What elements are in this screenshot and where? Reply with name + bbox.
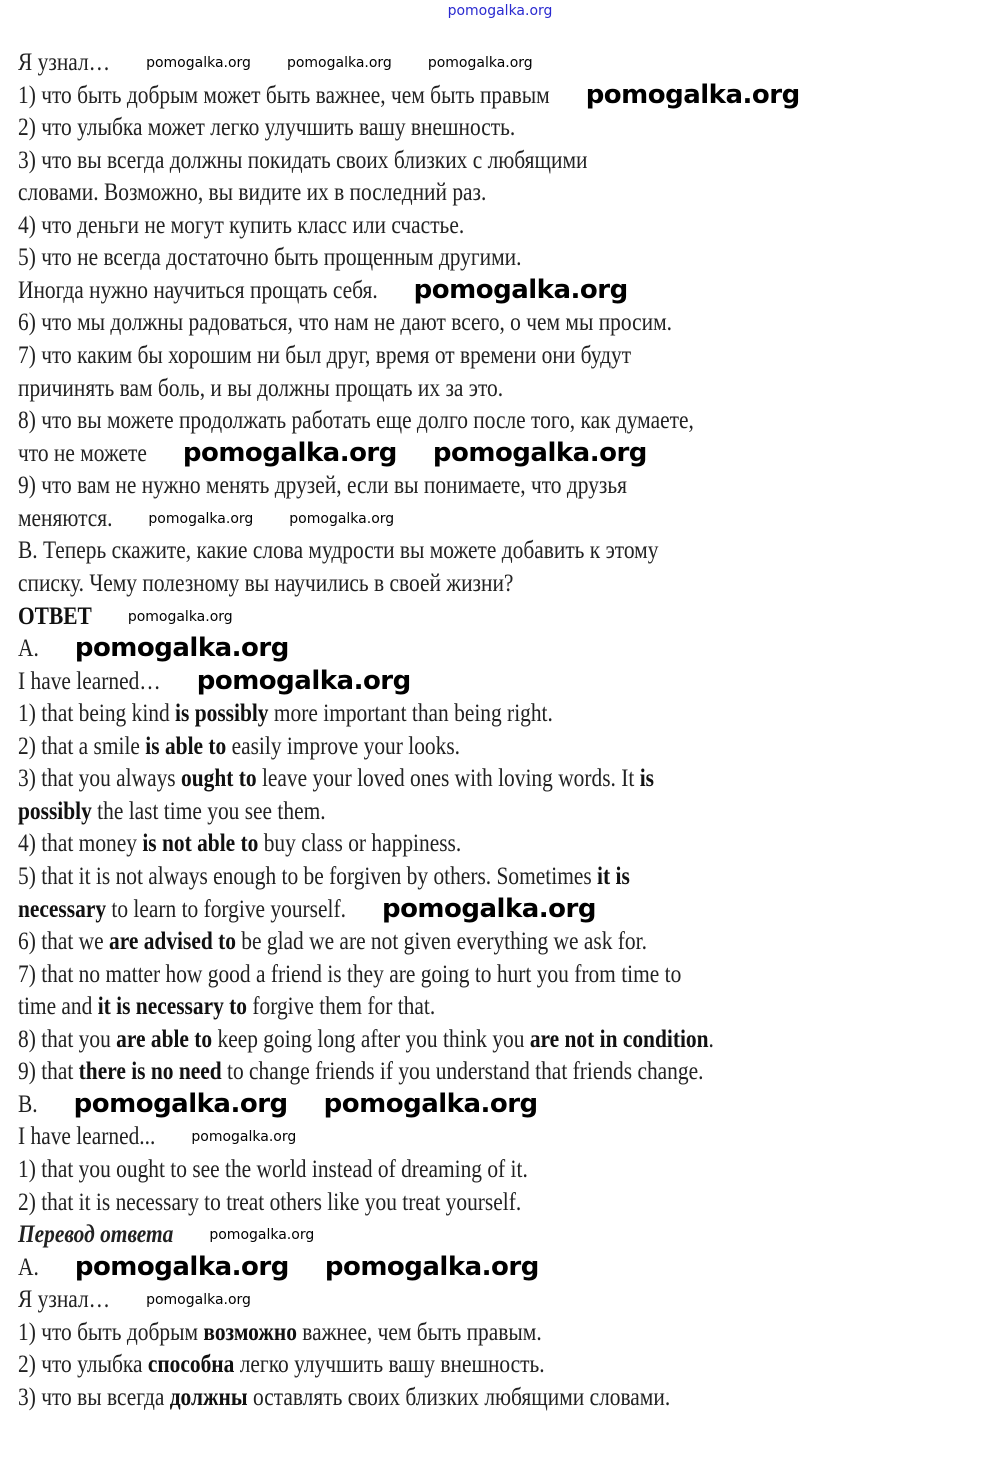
text-line (18, 47, 110, 77)
text-segment: 8) что вы можете продолжать работать еще долго после того, как думаете, (18, 405, 694, 435)
text-segment: . (708, 1023, 714, 1053)
watermark-small: pomogalka.org (146, 55, 251, 71)
text-segment: A. (18, 633, 39, 663)
text-line (18, 112, 515, 142)
text-segment: 4) что деньги не могут купить класс или счастье. (18, 209, 465, 239)
text-segment: причинять вам боль, и вы должны прощать их за это. (18, 372, 504, 402)
text-segment: A. (18, 1251, 39, 1281)
text-line (18, 959, 681, 989)
text-segment: словами. Возможно, вы видите их в последний раз. (18, 177, 487, 207)
watermark: pomogalka.org (196, 665, 411, 696)
text-line (18, 1154, 528, 1184)
text-line (18, 210, 464, 240)
text-line (18, 1121, 155, 1151)
text-segment: B. (18, 1088, 38, 1118)
text-line (18, 373, 503, 403)
text-segment: что не можете (18, 437, 147, 467)
text-segment: 2) что улыбка (18, 1349, 148, 1379)
emphasized-text: is not able to (142, 828, 259, 858)
emphasized-text: Перевод ответа (18, 1219, 174, 1249)
text-line (18, 1349, 545, 1379)
text-line (18, 926, 647, 956)
text-segment: 1) что быть добрым может быть важнее, чем быть правым (18, 79, 550, 109)
text-line (18, 1382, 670, 1412)
text-line (18, 80, 550, 110)
text-line (18, 698, 553, 728)
emphasized-text: is able to (145, 730, 227, 760)
text-line (18, 307, 672, 337)
text-segment: важнее, чем быть правым. (296, 1316, 542, 1346)
watermark: pomogalka.org (585, 79, 800, 110)
text-line (18, 763, 654, 793)
emphasized-text: are not in condition (529, 1023, 709, 1053)
watermark-small: pomogalka.org (289, 510, 395, 527)
watermark-small: pomogalka.org (148, 510, 254, 527)
text-line (18, 828, 461, 858)
emphasized-text: должны (169, 1381, 248, 1411)
text-line (18, 796, 326, 826)
text-line (18, 991, 435, 1021)
text-line (18, 633, 39, 663)
text-line (18, 568, 513, 598)
text-line (18, 535, 658, 565)
watermark: pomogalka.org (381, 893, 596, 924)
text-line (18, 405, 694, 435)
header-watermark: pomogalka.org (447, 3, 553, 19)
text-segment: more important than being right. (268, 698, 553, 728)
text-segment: 7) that no matter how good a friend is they are going to hurt you from time to (18, 958, 682, 988)
text-segment: 4) that money (18, 828, 143, 858)
text-segment: time and (18, 991, 98, 1021)
text-line (18, 666, 161, 696)
watermark-small: pomogalka.org (127, 608, 233, 625)
text-line (18, 470, 627, 500)
text-segment: 1) that you ought to see the world instead of dreaming of it. (18, 1154, 528, 1184)
text-segment: to change friends if you understand that friends change. (221, 1056, 704, 1086)
emphasized-text: is (639, 763, 654, 793)
text-line (18, 1024, 714, 1054)
watermark: pomogalka.org (73, 1088, 288, 1119)
watermark-small: pomogalka.org (286, 55, 392, 71)
text-line (18, 1284, 110, 1314)
watermark-small: pomogalka.org (146, 1292, 251, 1309)
text-line (18, 601, 92, 631)
text-segment: 2) что улыбка может легко улучшить вашу внешность. (18, 112, 516, 142)
text-segment: меняются. (18, 502, 113, 532)
watermark: pomogalka.org (182, 437, 397, 468)
text-line (18, 1187, 521, 1217)
text-line (18, 1219, 173, 1249)
text-line (18, 1089, 38, 1119)
watermark: pomogalka.org (413, 274, 628, 305)
text-line (18, 1056, 703, 1086)
text-line (18, 177, 486, 207)
emphasized-text: способна (147, 1349, 235, 1379)
text-segment: 1) that being kind (18, 698, 176, 728)
text-segment: легко улучшить вашу внешность. (234, 1349, 545, 1379)
text-line (18, 731, 460, 761)
text-line (18, 1317, 542, 1347)
watermark: pomogalka.org (323, 1088, 538, 1119)
watermark-small: pomogalka.org (191, 1129, 297, 1146)
emphasized-text: possibly (18, 795, 92, 825)
text-segment: be glad we are not given everything we ask for. (235, 926, 647, 956)
text-segment: 1) что быть добрым (18, 1316, 204, 1346)
emphasized-text: are able to (116, 1023, 213, 1053)
text-segment: Иногда нужно научиться прощать себя. (18, 274, 378, 304)
watermark: pomogalka.org (74, 1251, 289, 1282)
text-segment: B. Теперь скажите, какие слова мудрости вы можете добавить к этому (18, 535, 659, 565)
text-segment: Я узнал… (18, 47, 111, 76)
text-line (18, 1252, 39, 1282)
watermark: pomogalka.org (432, 437, 647, 468)
text-segment: the last time you see them. (91, 795, 326, 825)
text-segment: forgive them for that. (247, 991, 436, 1021)
text-line (18, 242, 521, 272)
text-segment: 3) that you always (18, 763, 181, 793)
text-line (18, 145, 587, 175)
text-line (18, 438, 147, 468)
text-segment: I have learned... (18, 1121, 156, 1151)
text-segment: to learn to forgive yourself. (106, 893, 346, 923)
emphasized-text: ОТВЕТ (18, 600, 92, 630)
text-segment: buy class or happiness. (258, 828, 462, 858)
text-segment: Я узнал… (18, 1284, 111, 1314)
text-segment: 8) that you (18, 1023, 117, 1053)
text-segment: easily improve your looks. (226, 730, 461, 760)
text-segment: 5) что не всегда достаточно быть прощенным другими. (18, 242, 522, 272)
text-segment: оставлять своих близких любящими словами. (247, 1381, 671, 1411)
emphasized-text: it is necessary to (97, 991, 248, 1021)
emphasized-text: there is no need (78, 1056, 222, 1086)
emphasized-text: it is (597, 861, 630, 890)
text-segment: списку. Чему полезному вы научились в своей жизни? (18, 567, 514, 597)
emphasized-text: ought to (180, 763, 257, 793)
text-line (18, 275, 378, 305)
text-segment: 3) что вы всегда (18, 1381, 170, 1411)
text-segment: 7) что каким бы хорошим ни был друг, время от времени они будут (18, 340, 632, 370)
text-segment: 9) что вам не нужно менять друзей, если вы понимаете, что друзья (18, 470, 627, 500)
text-line (18, 894, 346, 924)
text-segment: keep going long after you think you (212, 1023, 530, 1053)
emphasized-text: возможно (203, 1316, 297, 1346)
text-segment: 6) что мы должны радоваться, что нам не дают всего, о чем мы просим. (18, 307, 673, 337)
emphasized-text: is possibly (175, 698, 269, 728)
text-line (18, 861, 630, 891)
text-segment: 2) that it is necessary to treat others like you treat yourself. (18, 1186, 522, 1216)
text-line (18, 503, 112, 533)
watermark-small: pomogalka.org (209, 1227, 315, 1244)
text-segment: 9) that (18, 1056, 79, 1086)
text-segment: leave your loved ones with loving words. It (256, 763, 640, 793)
text-segment: 3) что вы всегда должны покидать своих близких с любящими (18, 144, 588, 174)
text-line (18, 340, 631, 370)
emphasized-text: are advised to (109, 926, 236, 956)
watermark: pomogalka.org (324, 1251, 539, 1282)
text-segment: 2) that a smile (18, 730, 146, 760)
watermark-small: pomogalka.org (427, 55, 533, 71)
text-segment: 6) that we (18, 926, 110, 956)
watermark: pomogalka.org (74, 633, 289, 664)
text-segment: I have learned… (18, 665, 161, 695)
emphasized-text: necessary (18, 893, 107, 923)
text-segment: 5) that it is not always enough to be forgiven by others. Sometimes (18, 861, 598, 890)
